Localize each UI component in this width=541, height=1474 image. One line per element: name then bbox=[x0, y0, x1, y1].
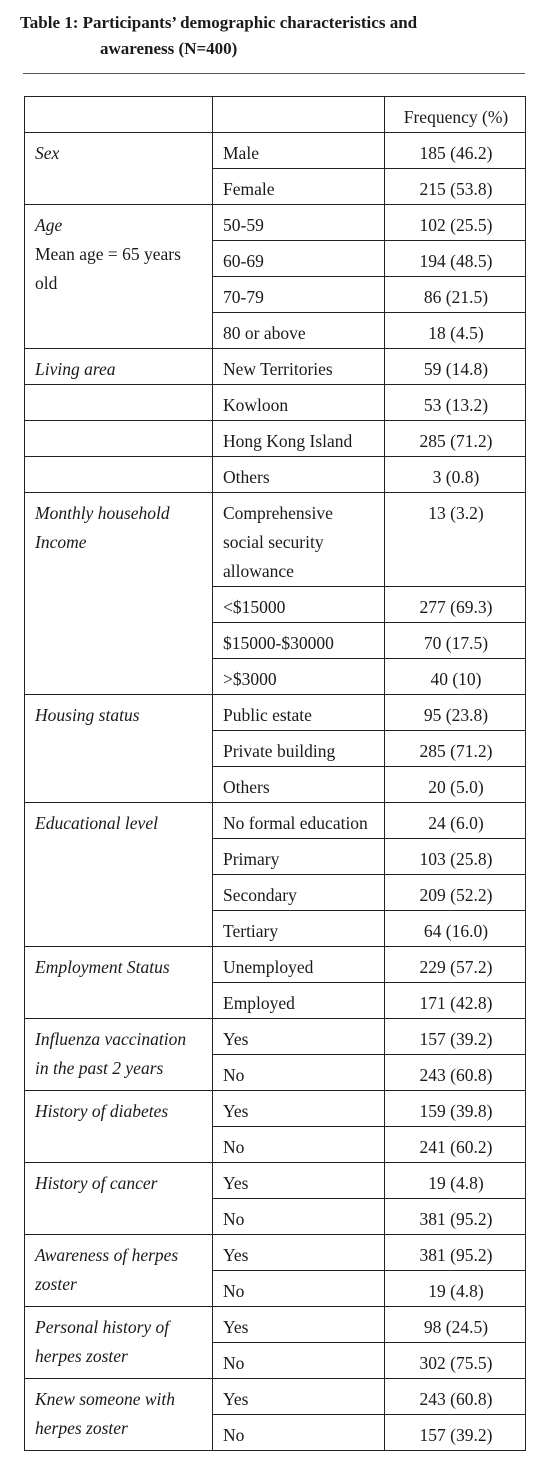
category-cell: Living area bbox=[25, 349, 213, 385]
frequency-cell: 185 (46.2) bbox=[385, 133, 526, 169]
frequency-cell: 40 (10) bbox=[385, 659, 526, 695]
value-label-cell: No bbox=[213, 1271, 385, 1307]
category-cell: Influenza vaccination in the past 2 years bbox=[25, 1019, 213, 1091]
value-label-cell: Female bbox=[213, 169, 385, 205]
value-label-cell: Kowloon bbox=[213, 385, 385, 421]
table-row bbox=[25, 1091, 526, 1127]
caption-rule bbox=[23, 73, 525, 74]
category-cell-empty bbox=[25, 457, 213, 493]
category-cell: Educational level bbox=[25, 803, 213, 947]
table-row bbox=[25, 457, 526, 493]
value-label-cell: Secondary bbox=[213, 875, 385, 911]
frequency-cell: 103 (25.8) bbox=[385, 839, 526, 875]
table-row bbox=[25, 1307, 526, 1343]
value-label-cell: Yes bbox=[213, 1019, 385, 1055]
value-label-cell: No bbox=[213, 1343, 385, 1379]
value-label-cell: Private building bbox=[213, 731, 385, 767]
frequency-cell: 20 (5.0) bbox=[385, 767, 526, 803]
value-label-cell: Comprehensive social security allowance bbox=[213, 493, 385, 587]
table-row bbox=[25, 695, 526, 731]
value-label-cell: 50-59 bbox=[213, 205, 385, 241]
value-label-cell: 60-69 bbox=[213, 241, 385, 277]
frequency-cell: 381 (95.2) bbox=[385, 1199, 526, 1235]
value-label-cell: No bbox=[213, 1055, 385, 1091]
category-label: Age bbox=[35, 215, 63, 235]
frequency-cell: 64 (16.0) bbox=[385, 911, 526, 947]
category-cell: Personal history of herpes zoster bbox=[25, 1307, 213, 1379]
value-label-cell: 80 or above bbox=[213, 313, 385, 349]
table-row bbox=[25, 385, 526, 421]
frequency-cell: 95 (23.8) bbox=[385, 695, 526, 731]
value-label-cell: Unemployed bbox=[213, 947, 385, 983]
value-label-cell: <$15000 bbox=[213, 587, 385, 623]
table-row bbox=[25, 493, 526, 587]
frequency-cell: 243 (60.8) bbox=[385, 1055, 526, 1091]
category-cell: Employment Status bbox=[25, 947, 213, 1019]
category-cell: Housing status bbox=[25, 695, 213, 803]
value-label-cell: No bbox=[213, 1127, 385, 1163]
table-caption bbox=[20, 10, 525, 62]
header-row bbox=[25, 97, 526, 133]
category-cell-empty bbox=[25, 421, 213, 457]
frequency-cell: 86 (21.5) bbox=[385, 277, 526, 313]
frequency-cell: 53 (13.2) bbox=[385, 385, 526, 421]
value-label-cell: Yes bbox=[213, 1379, 385, 1415]
value-label-cell: Hong Kong Island bbox=[213, 421, 385, 457]
value-label-cell: 70-79 bbox=[213, 277, 385, 313]
frequency-cell: 159 (39.8) bbox=[385, 1091, 526, 1127]
frequency-cell: 157 (39.2) bbox=[385, 1415, 526, 1451]
header-cell-empty bbox=[213, 97, 385, 133]
table-row bbox=[25, 133, 526, 169]
value-label-cell: Tertiary bbox=[213, 911, 385, 947]
caption-line-1: Table 1: Participants’ demographic characteristics and bbox=[20, 13, 418, 32]
frequency-cell: 229 (57.2) bbox=[385, 947, 526, 983]
value-label-cell: Male bbox=[213, 133, 385, 169]
value-label-cell: Yes bbox=[213, 1091, 385, 1127]
value-label-cell: Yes bbox=[213, 1235, 385, 1271]
value-label-cell: Others bbox=[213, 767, 385, 803]
frequency-cell: 59 (14.8) bbox=[385, 349, 526, 385]
frequency-cell: 13 (3.2) bbox=[385, 493, 526, 587]
header-cell-empty bbox=[25, 97, 213, 133]
category-cell: Knew someone with herpes zoster bbox=[25, 1379, 213, 1451]
frequency-cell: 302 (75.5) bbox=[385, 1343, 526, 1379]
value-label-cell: Primary bbox=[213, 839, 385, 875]
frequency-cell: 19 (4.8) bbox=[385, 1163, 526, 1199]
frequency-cell: 24 (6.0) bbox=[385, 803, 526, 839]
value-label-cell: No bbox=[213, 1199, 385, 1235]
frequency-cell: 381 (95.2) bbox=[385, 1235, 526, 1271]
category-cell bbox=[25, 205, 213, 349]
value-label-cell: Yes bbox=[213, 1307, 385, 1343]
category-cell: History of diabetes bbox=[25, 1091, 213, 1163]
value-label-cell: New Territories bbox=[213, 349, 385, 385]
frequency-cell: 277 (69.3) bbox=[385, 587, 526, 623]
frequency-cell: 285 (71.2) bbox=[385, 731, 526, 767]
frequency-cell: 19 (4.8) bbox=[385, 1271, 526, 1307]
value-label-cell: $15000-$30000 bbox=[213, 623, 385, 659]
table-row bbox=[25, 803, 526, 839]
caption-line-2: awareness (N=400) bbox=[100, 39, 238, 58]
frequency-cell: 209 (52.2) bbox=[385, 875, 526, 911]
frequency-cell: 70 (17.5) bbox=[385, 623, 526, 659]
frequency-cell: 241 (60.2) bbox=[385, 1127, 526, 1163]
frequency-cell: 285 (71.2) bbox=[385, 421, 526, 457]
table-row bbox=[25, 1235, 526, 1271]
table-row bbox=[25, 421, 526, 457]
table-row bbox=[25, 205, 526, 241]
table-row bbox=[25, 1163, 526, 1199]
table-row bbox=[25, 1019, 526, 1055]
frequency-cell: 3 (0.8) bbox=[385, 457, 526, 493]
category-cell: History of cancer bbox=[25, 1163, 213, 1235]
category-cell: Monthly household Income bbox=[25, 493, 213, 695]
demographics-table bbox=[24, 96, 526, 1451]
value-label-cell: >$3000 bbox=[213, 659, 385, 695]
frequency-cell: 243 (60.8) bbox=[385, 1379, 526, 1415]
table-row bbox=[25, 349, 526, 385]
frequency-cell: 98 (24.5) bbox=[385, 1307, 526, 1343]
value-label-cell: Yes bbox=[213, 1163, 385, 1199]
value-label-cell: Employed bbox=[213, 983, 385, 1019]
header-frequency: Frequency (%) bbox=[385, 97, 526, 133]
table-row bbox=[25, 947, 526, 983]
category-cell: Sex bbox=[25, 133, 213, 205]
category-cell: Awareness of herpes zoster bbox=[25, 1235, 213, 1307]
frequency-cell: 194 (48.5) bbox=[385, 241, 526, 277]
value-label-cell: Others bbox=[213, 457, 385, 493]
frequency-cell: 215 (53.8) bbox=[385, 169, 526, 205]
frequency-cell: 18 (4.5) bbox=[385, 313, 526, 349]
table-row bbox=[25, 1379, 526, 1415]
value-label-cell: No bbox=[213, 1415, 385, 1451]
frequency-cell: 171 (42.8) bbox=[385, 983, 526, 1019]
value-label-cell: Public estate bbox=[213, 695, 385, 731]
category-sublabel: Mean age = 65 years old bbox=[35, 244, 181, 293]
category-cell-empty bbox=[25, 385, 213, 421]
value-label-cell: No formal education bbox=[213, 803, 385, 839]
frequency-cell: 157 (39.2) bbox=[385, 1019, 526, 1055]
frequency-cell: 102 (25.5) bbox=[385, 205, 526, 241]
